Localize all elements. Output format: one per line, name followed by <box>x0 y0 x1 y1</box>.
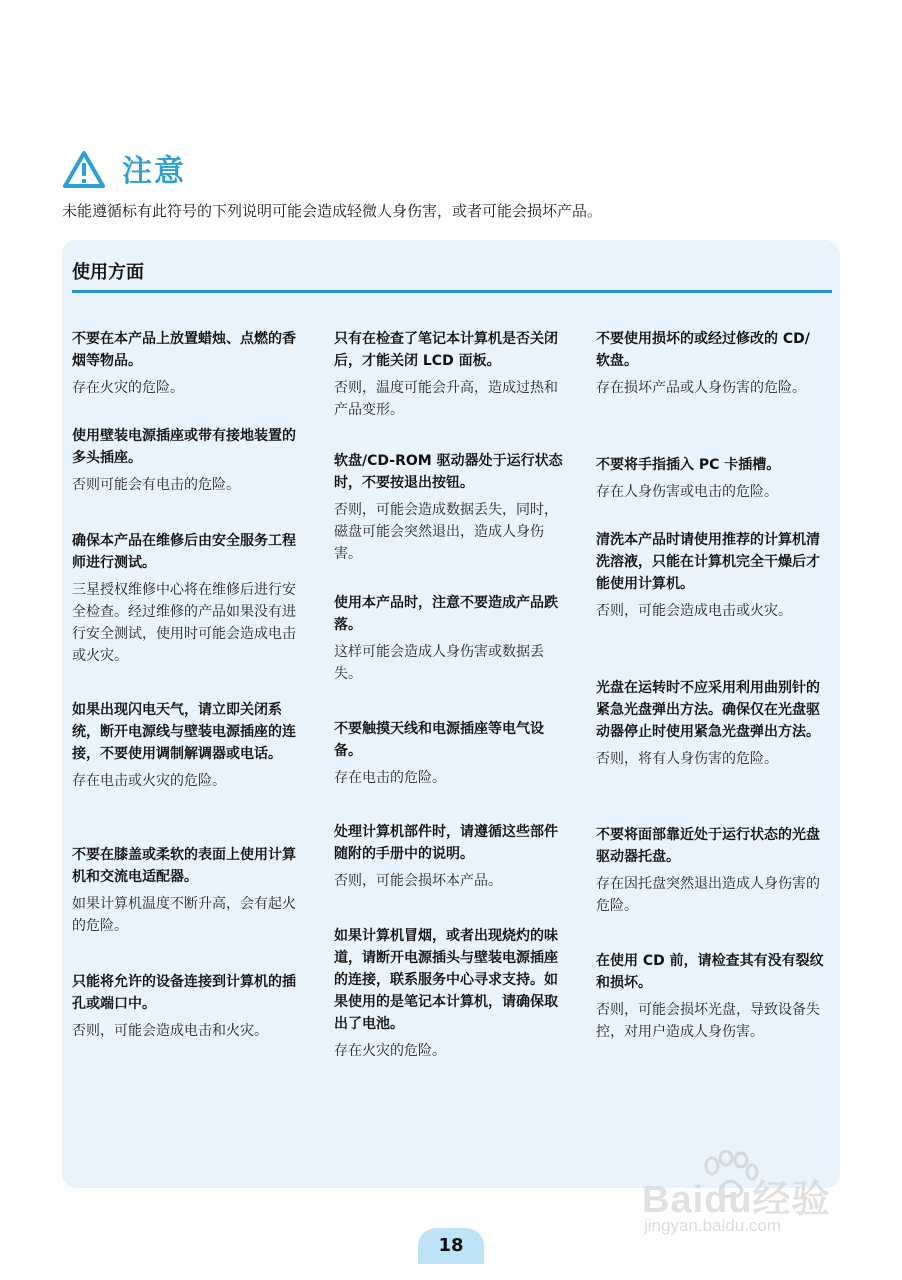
caution-item-title: 不要触摸天线和电源插座等电气设备。 <box>334 721 544 759</box>
warning-triangle-icon <box>62 150 106 190</box>
caution-item <box>72 425 304 530</box>
caution-item-desc: 否则，可能会造成电击或火灾。 <box>596 603 792 619</box>
caution-item-title: 使用本产品时，注意不要造成产品跌落。 <box>334 595 558 633</box>
caution-item <box>596 454 828 529</box>
caution-item <box>596 677 828 824</box>
caution-item-desc: 否则，可能会损坏本产品。 <box>334 873 502 889</box>
caution-item-title: 如果计算机冒烟，或者出现烧灼的味道，请断开电源插头与壁装电源插座的连接，联系服务中心寻求支持。如果使用的是笔记本计算机，请确保取出了电池。 <box>334 928 558 1032</box>
caution-item <box>596 529 828 677</box>
baidu-watermark <box>640 1150 860 1250</box>
page-title: 注意 <box>122 154 186 189</box>
caution-item-desc: 存在人身伤害或电击的危险。 <box>596 484 778 500</box>
caution-item-title: 不要将手指插入 PC 卡插槽。 <box>596 457 781 473</box>
watermark-url: jingyan.baidu.com <box>644 1216 782 1235</box>
caution-item-title: 光盘在运转时不应采用利用曲别针的紧急光盘弹出方法。确保仅在光盘驱动器停止时使用紧急光盘弹出方法。 <box>596 680 820 740</box>
caution-item-desc: 否则，可能会损坏光盘，导致设备失控，对用户造成人身伤害。 <box>596 1002 820 1040</box>
caution-item <box>72 971 304 1042</box>
watermark-brand: Baidu经验 <box>642 1179 831 1221</box>
caution-item-desc: 存在电击的危险。 <box>334 770 446 786</box>
column-2 <box>334 328 566 1062</box>
caution-item <box>334 718 566 821</box>
column-3 <box>596 328 828 1043</box>
caution-item-title: 不要使用损坏的或经过修改的 CD/ 软盘。 <box>596 331 810 369</box>
content-panel <box>62 240 840 1188</box>
caution-item <box>334 450 566 592</box>
caution-item-desc: 存在电击或火灾的危险。 <box>72 773 226 789</box>
caution-item-title: 在使用 CD 前，请检查其有没有裂纹和损坏。 <box>596 953 824 991</box>
caution-item <box>596 950 828 1043</box>
section-divider <box>72 290 832 293</box>
page-number: 18 <box>418 1228 484 1264</box>
caution-item <box>72 699 304 844</box>
caution-item-desc: 如果计算机温度不断升高，会有起火的危险。 <box>72 896 296 934</box>
column-1 <box>72 328 304 1042</box>
caution-item-title: 清洗本产品时请使用推荐的计算机清洗溶液，只能在计算机完全干燥后才能使用计算机。 <box>596 532 820 592</box>
caution-item-title: 软盘/CD-ROM 驱动器处于运行状态时，不要按退出按钮。 <box>334 453 563 491</box>
caution-item-title: 处理计算机部件时，请遵循这些部件随附的手册中的说明。 <box>334 824 558 862</box>
caution-item-desc: 存在损坏产品或人身伤害的危险。 <box>596 380 806 396</box>
caution-item <box>72 530 304 699</box>
caution-item-title: 确保本产品在维修后由安全服务工程师进行测试。 <box>72 533 296 571</box>
caution-item-title: 不要在膝盖或柔软的表面上使用计算机和交流电适配器。 <box>72 847 296 885</box>
caution-item-desc: 存在火灾的危险。 <box>334 1043 446 1059</box>
caution-item-desc: 这样可能会造成人身伤害或数据丢失。 <box>334 644 544 682</box>
caution-item-title: 如果出现闪电天气，请立即关闭系统，断开电源线与壁装电源插座的连接，不要使用调制解调器或电话。 <box>72 702 296 762</box>
caution-item-desc: 存在火灾的危险。 <box>72 380 184 396</box>
caution-item <box>72 328 304 425</box>
caution-item-desc: 否则，将有人身伤害的危险。 <box>596 751 778 767</box>
caution-item-desc: 三星授权维修中心将在维修后进行安全检查。经过维修的产品如果没有进行安全测试，使用时可能会造成电击或火灾。 <box>72 582 296 664</box>
caution-item-title: 不要将面部靠近处于运行状态的光盘驱动器托盘。 <box>596 827 820 865</box>
caution-item-title: 不要在本产品上放置蜡烛、点燃的香烟等物品。 <box>72 331 296 369</box>
caution-item <box>72 844 304 971</box>
caution-item-title: 只能将允许的设备连接到计算机的插孔或端口中。 <box>72 974 296 1012</box>
caution-item-desc: 否则，可能会造成电击和火灾。 <box>72 1023 268 1039</box>
page-header <box>62 150 842 194</box>
caution-item <box>596 824 828 950</box>
section-title: 使用方面 <box>72 262 144 283</box>
caution-item <box>334 821 566 925</box>
caution-item-title: 使用壁装电源插座或带有接地装置的多头插座。 <box>72 428 296 466</box>
caution-item <box>334 592 566 718</box>
caution-item <box>334 328 566 450</box>
caution-item <box>334 925 566 1062</box>
caution-item-desc: 否则，可能会造成数据丢失，同时，磁盘可能会突然退出，造成人身伤害。 <box>334 502 558 562</box>
caution-item-desc: 否则，温度可能会升高，造成过热和产品变形。 <box>334 380 558 418</box>
caution-item-desc: 存在因托盘突然退出造成人身伤害的危险。 <box>596 876 820 914</box>
caution-item <box>596 328 828 454</box>
caution-item-title: 只有在检查了笔记本计算机是否关闭后，才能关闭 LCD 面板。 <box>334 331 558 369</box>
caution-item-desc: 否则可能会有电击的危险。 <box>72 477 240 493</box>
page-subtitle: 未能遵循标有此符号的下列说明可能会造成轻微人身伤害，或者可能会损坏产品。 <box>62 202 603 220</box>
